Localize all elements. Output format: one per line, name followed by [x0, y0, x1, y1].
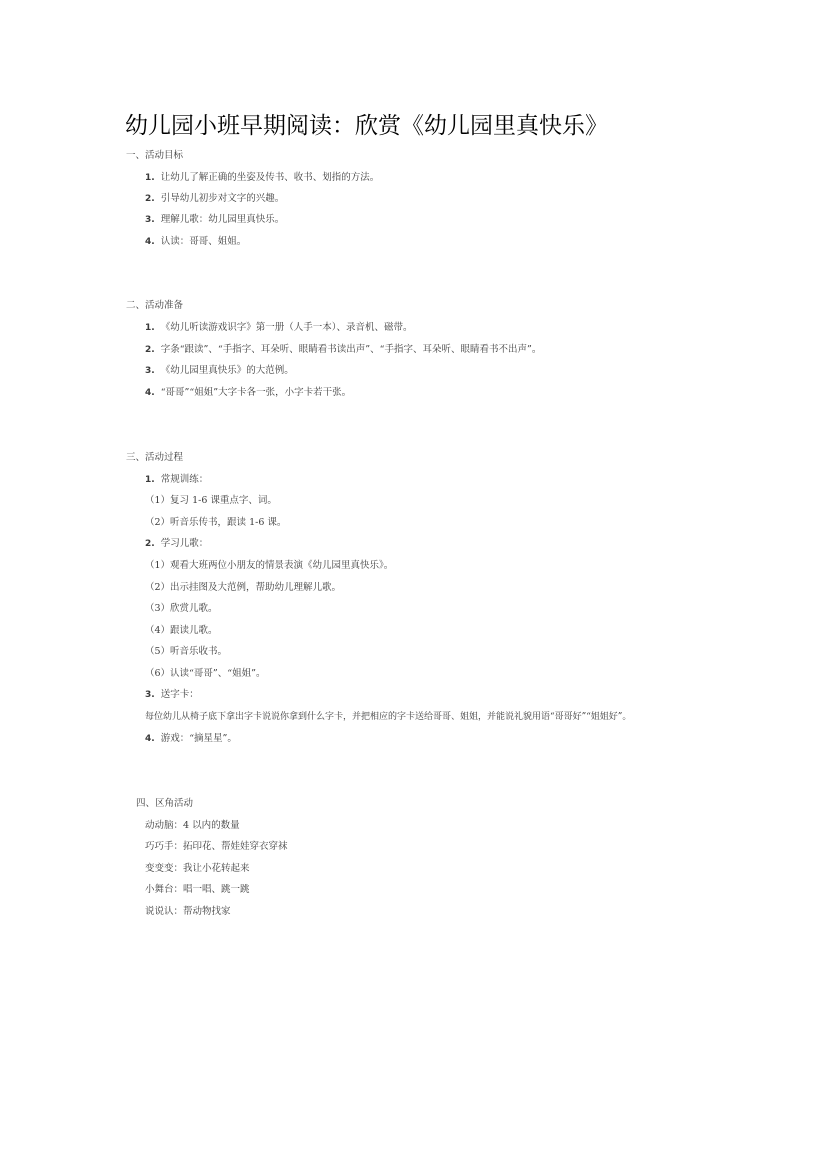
list-item [145, 365, 294, 377]
list-item: （2）出示挂图及大范例，帮助幼儿理解儿歌。 [145, 582, 342, 593]
list-item: （5）听音乐收书。 [145, 646, 228, 657]
section-heading-process: 三、活动过程 [126, 452, 184, 463]
list-item: （1）复习 1-6 课重点字、词。 [145, 495, 277, 506]
item-number: 4. [145, 237, 155, 247]
list-item: （4）跟读儿歌。 [145, 625, 218, 636]
list-item: 变变变：我让小花转起来 [145, 863, 250, 874]
list-item [145, 322, 412, 334]
item-text: 《幼儿园里真快乐》的大范例。 [160, 365, 294, 376]
item-text: 理解儿歌：幼儿园里真快乐。 [160, 214, 285, 225]
item-number: 3. [145, 366, 155, 376]
list-item: 每位幼儿从椅子底下拿出字卡说说你拿到什么字卡，并把相应的字卡送给哥哥、姐姐，并能说礼貌用语“哥哥好”“姐姐好”。 [145, 712, 632, 722]
item-number: 1. [145, 475, 155, 485]
list-item [145, 733, 237, 745]
list-item: （1）观看大班两位小朋友的情景表演《幼儿园里真快乐》。 [145, 560, 394, 571]
list-item: （3）欣赏儿歌。 [145, 603, 218, 614]
list-item [145, 689, 199, 701]
section-heading-goals: 一、活动目标 [126, 150, 184, 161]
item-text: 常规训练： [160, 474, 209, 485]
list-item: （2）听音乐传书，跟读 1-6 课。 [145, 517, 287, 528]
list-item [145, 172, 379, 184]
item-text: 认读：哥哥、姐姐。 [160, 236, 247, 247]
list-item [145, 214, 284, 226]
item-text: 学习儿歌： [160, 538, 209, 549]
item-number: 2. [145, 345, 155, 355]
list-item: （6）认读“哥哥”、“姐姐”。 [145, 668, 266, 679]
list-item: 动动脑：4 以内的数量 [145, 820, 240, 831]
item-text: 送字卡： [160, 689, 199, 700]
item-number: 1. [145, 323, 155, 333]
document-title: 幼儿园小班早期阅读：欣赏《幼儿园里真快乐》 [125, 113, 608, 139]
section-heading-corner-activities: 四、区角活动 [136, 798, 194, 809]
list-item [145, 193, 284, 205]
list-item [145, 344, 541, 356]
item-text: 让幼儿了解正确的坐姿及传书、收书、划指的方法。 [160, 172, 380, 183]
list-item: 巧巧手：拓印花、帮娃娃穿衣穿袜 [145, 841, 288, 852]
list-item: 小舞台：唱一唱、跳一跳 [145, 884, 250, 895]
item-number: 3. [145, 215, 155, 225]
item-number: 4. [145, 388, 155, 398]
item-number: 2. [145, 539, 155, 549]
item-number: 2. [145, 194, 155, 204]
list-item [145, 236, 246, 248]
list-item [145, 538, 208, 550]
item-number: 1. [145, 173, 155, 183]
item-number: 4. [145, 734, 155, 744]
list-item [145, 474, 208, 486]
item-text: 引导幼儿初步对文字的兴趣。 [160, 193, 285, 204]
item-text: 字条“跟读”、“手指字、耳朵听、眼睛看书读出声”、“手指字、耳朵听、眼睛看书不出声”。 [160, 344, 542, 355]
list-item: 说说认：帮动物找家 [145, 906, 231, 917]
list-item [145, 387, 351, 399]
section-heading-preparation: 二、活动准备 [126, 300, 184, 311]
item-text: “哥哥”“姐姐”大字卡各一张，小字卡若干张。 [160, 387, 352, 398]
item-number: 3. [145, 690, 155, 700]
item-text: 游戏：“摘星星”。 [160, 733, 237, 744]
item-text: 《幼儿听读游戏识字》第一册（人手一本）、录音机、磁带。 [160, 322, 413, 333]
